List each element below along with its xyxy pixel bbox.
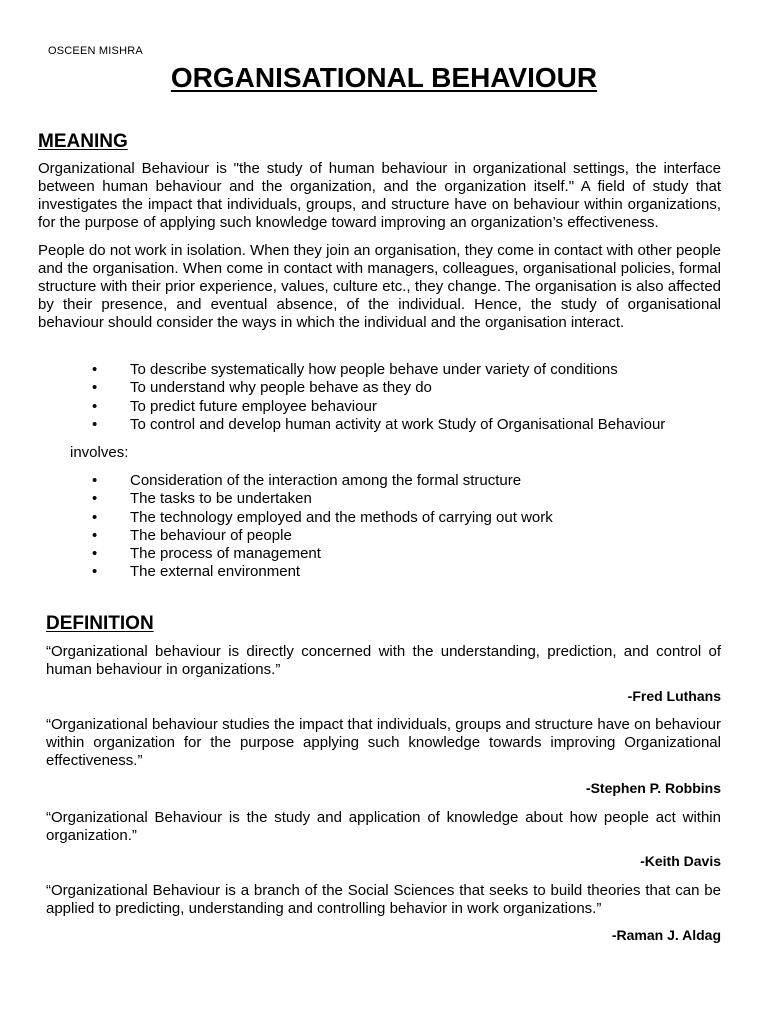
quote-author-davis: -Keith Davis [640,853,721,869]
author-name: OSCEEN MISHRA [48,45,143,57]
definition-quote-davis: “Organizational Behaviour is the study and application of knowledge about how people act within organization.” [46,809,721,844]
list-item: • The tasks to be undertaken [92,490,721,508]
involves-list [92,472,721,582]
meaning-paragraph-2: People do not work in isolation. When they join an organisation, they come in contact with other people and the organisation. When come in contact with managers, colleagues, organisational policies, formal structure with their prior experience, values, culture etc., they change. The organisation is also affected by their presence, and eventual absence, of the individual. Hence, the study of organisational behaviour should consider the ways in which the individual and the organisation interact. [38,242,721,331]
quote-author-luthans: -Fred Luthans [627,688,721,704]
involves-label: involves: [70,444,129,461]
definition-quote-robbins: “Organizational behaviour studies the impact that individuals, groups and structure have on behaviour within organization for the purpose applying such knowledge towards improving Organizational effectiveness.” [46,716,721,769]
list-item: • To predict future employee behaviour [92,398,721,416]
meaning-paragraph-1: Organizational Behaviour is "the study of human behaviour in organizational settings, the interface between human behaviour and the organization, and the organization itself." A field of study that investigates the impact that individuals, groups, and structure have on behaviour within organizations, for the purpose of applying such knowledge toward improving an organization’s effectiveness. [38,160,721,231]
quote-author-robbins: -Stephen P. Robbins [585,780,721,796]
list-item: • The technology employed and the methods of carrying out work [92,509,721,527]
definition-quote-aldag: “Organizational Behaviour is a branch of the Social Sciences that seeks to build theories that can be applied to predicting, understanding and controlling behavior in work organizations.” [46,882,721,917]
list-item: • To understand why people behave as they do [92,379,721,397]
list-item: • To control and develop human activity at work Study of Organisational Behaviour [92,416,721,434]
list-item: • The behaviour of people [92,527,721,545]
definition-heading: DEFINITION [46,613,154,634]
goals-list [92,361,721,434]
list-item: • The process of management [92,545,721,563]
meaning-heading: MEANING [38,131,128,152]
page-title: ORGANISATIONAL BEHAVIOUR [170,62,598,93]
quote-author-aldag: -Raman J. Aldag [611,927,721,943]
definition-quote-luthans: “Organizational behaviour is directly concerned with the understanding, prediction, and control of human behaviour in organizations.” [46,643,721,678]
list-item: • Consideration of the interaction among the formal structure [92,472,721,490]
list-item: • The external environment [92,563,721,581]
list-item: • To describe systematically how people behave under variety of conditions [92,361,721,379]
